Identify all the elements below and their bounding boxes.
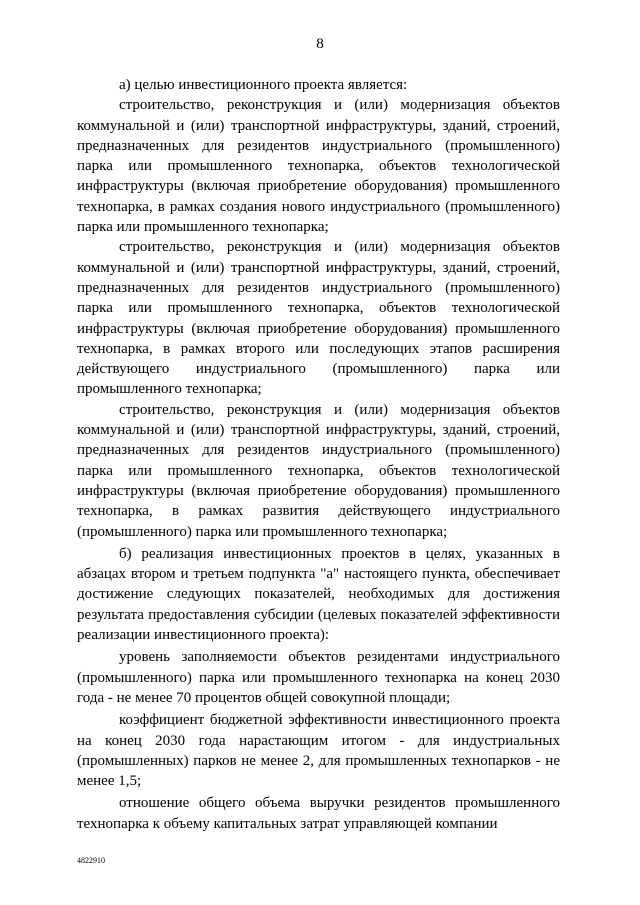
paragraph-investment-goal: а) целью инвестиционного проекта является: [119, 77, 408, 93]
paragraph-new-park: строительство, реконструкция и (или) модернизация объектов коммунальной и (или) транспортной инфраструктуры, зданий, строений, предназначенных для резидентов индустриального (промышленного) парка или промышленного технопарка, объектов технологической инфраструктуры (включая приобретение оборудования) промышленного технопарка, в рамках создания нового индустриального (промышленного) парка или промышленного технопарка; [77, 97, 560, 236]
paragraph-indicators: б) реализация инвестиционных проектов в целях, указанных в абзацах втором и третьем подпункта "а" настоящего пункта, обеспечивает достижение следующих показателей, необходимых для достижения результата предоставления субсидии (целевых показателей эффективности реализации инвестиционного проекта): [77, 545, 560, 644]
paragraph-revenue-ratio: отношение общего объема выручки резидентов промышленного технопарка к объему капитальных затрат управляющей компании [77, 795, 560, 832]
paragraph-occupancy: уровень заполняемости объектов резидентами индустриального (промышленного) парка или промышленного технопарка на конец 2030 года - не менее 70 процентов общей совокупной площади; [77, 649, 560, 706]
paragraph-development: строительство, реконструкция и (или) модернизация объектов коммунальной и (или) транспортной инфраструктуры, зданий, строений, предназначенных для резидентов индустриального (промышленного) парка или промышленного технопарка, объектов технологической инфраструктуры (включая приобретение оборудования) промышленного технопарка, в рамках развития действующего индустриального (промышленного) парка или промышленного технопарка; [77, 401, 560, 540]
paragraph-budget-efficiency: коэффициент бюджетной эффективности инвестиционного проекта на конец 2030 года нарастающим итогом - для индустриальных (промышленных) парков не менее 2, для промышленных технопарков - не менее 1,5; [77, 712, 560, 790]
document-body [77, 75, 560, 834]
paragraph-expansion-stage: строительство, реконструкция и (или) модернизация объектов коммунальной и (или) транспортной инфраструктуры, зданий, строений, предназначенных для резидентов индустриального (промышленного) парка или промышленного технопарка, объектов технологической инфраструктуры (включая приобретение оборудования) промышленного технопарка, в рамках второго или последующих этапов расширения действующего индустриального (промышленного) парка или промышленного технопарка; [77, 239, 560, 398]
page-number: 8 [316, 36, 324, 52]
document-code: 4822910 [77, 856, 105, 865]
